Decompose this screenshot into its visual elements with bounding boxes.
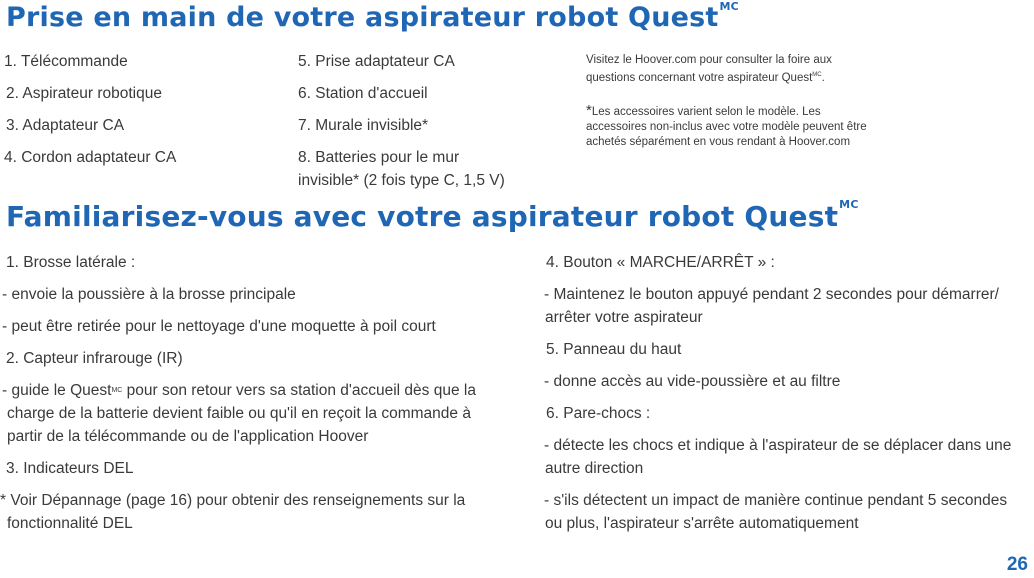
part-item-6: 6. Station d'accueil [298,85,428,102]
feature-text-line: - s'ils détectent un impact de manière continue pendant 5 secondes [544,492,1008,509]
feature-text-line: * Voir Dépannage (page 16) pour obtenir des renseignements sur la [0,492,466,509]
trademark-mark: MC [111,387,123,394]
feature-bumper: 6. Pare-chocs : [546,405,651,422]
feature-led-indicators: 3. Indicateurs DEL [6,460,134,477]
faq-note [586,53,832,86]
part-item-3: 3. Adaptateur CA [6,117,125,134]
section-title-get-to-know [6,200,859,233]
part-item-7: 7. Murale invisible* [298,117,429,134]
feature-text-line: partir de la télécommande ou de l'application Hoover [7,428,369,445]
feature-text-line: charge de la batterie devient faible ou qu'il en reçoit la commande à [7,405,471,422]
part-item-1: 1. Télécommande [4,53,128,70]
faq-note-end: . [821,71,825,84]
accessories-note-line-2: accessoires non-inclus avec votre modèle peuvent être [586,121,867,133]
faq-note-line-1: Visitez le Hoover.com pour consulter la foire aux [586,54,832,66]
title-text: Familiarisez-vous avec votre aspirateur robot Quest [6,200,839,233]
faq-note-text: questions concernant votre aspirateur Quest [586,71,813,84]
accessories-note-text: Les accessoires varient selon le modèle. Les [591,106,821,118]
asterisk: * [586,102,592,119]
title-text: Prise en main de votre aspirateur robot Quest [6,2,719,33]
feature-side-brush: 1. Brosse latérale : [6,254,136,271]
feature-text-line: ou plus, l'aspirateur s'arrête automatiquement [545,515,859,532]
feature-text-line: - détecte les chocs et indique à l'aspirateur de se déplacer dans une [544,437,1012,454]
feature-text: pour son retour vers sa station d'accueil dès que la [122,382,476,399]
accessories-note [586,103,867,150]
trademark-mark: MC [719,0,739,13]
part-item-5: 5. Prise adaptateur CA [298,53,455,70]
page-number: 26 [1006,554,1028,575]
feature-text-line: arrêter votre aspirateur [545,309,703,326]
accessories-note-line-3: achetés séparément en vous rendant à Hoover.com [586,136,851,148]
feature-power-button: 4. Bouton « MARCHE/ARRÊT » : [546,254,775,271]
feature-text-line: - donne accès au vide-poussière et au filtre [544,373,841,390]
feature-text-line: - Maintenez le bouton appuyé pendant 2 secondes pour démarrer/ [544,286,999,303]
part-item-8-continued: invisible* (2 fois type C, 1,5 V) [298,172,505,189]
part-item-4: 4. Cordon adaptateur CA [4,149,177,166]
feature-text-line: - envoie la poussière à la brosse principale [2,286,296,303]
feature-text-line: fonctionnalité DEL [7,515,133,532]
feature-text-line: - peut être retirée pour le nettoyage d'une moquette à poil court [2,318,436,335]
feature-top-panel: 5. Panneau du haut [546,341,682,358]
feature-text: - guide le Quest [2,382,112,399]
part-item-2: 2. Aspirateur robotique [6,85,162,102]
feature-ir-sensor: 2. Capteur infrarouge (IR) [6,350,183,367]
part-item-8: 8. Batteries pour le mur [298,149,460,166]
feature-text-line [2,379,476,403]
feature-text-line: autre direction [545,460,644,477]
faq-note-line-2 [586,68,832,86]
section-title-getting-started [6,2,739,33]
accessories-note-line-1 [586,103,867,120]
trademark-mark: MC [812,72,822,78]
trademark-mark: MC [839,198,859,211]
